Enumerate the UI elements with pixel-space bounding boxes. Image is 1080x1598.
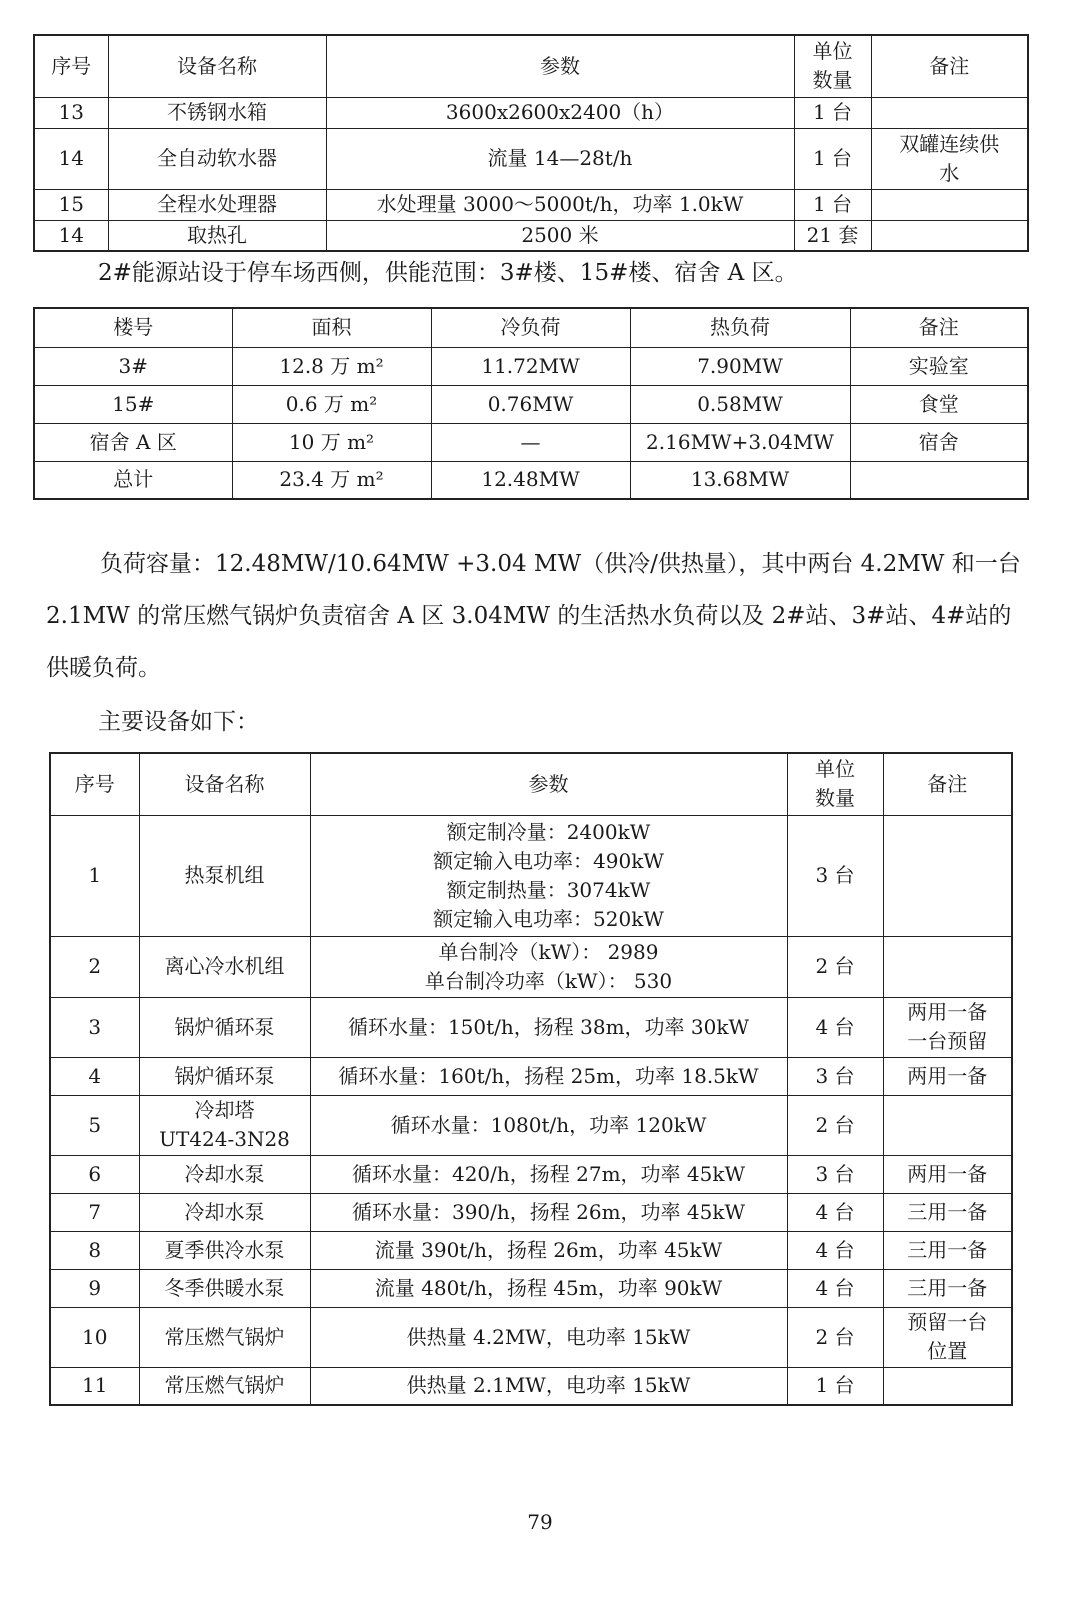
- page-number: 79: [527, 1510, 553, 1534]
- table-cell: 锅炉循环泵: [139, 1057, 310, 1095]
- table-cell: 3: [50, 997, 139, 1057]
- table-cell: 14: [34, 128, 108, 189]
- table-cell: 两用一备 一台预留: [883, 997, 1012, 1057]
- table-cell: 取热孔: [108, 220, 326, 251]
- header-cell: 设备名称: [108, 35, 326, 97]
- header-cell: 热负荷: [630, 308, 850, 347]
- header-cell: 序号: [50, 753, 139, 815]
- table-cell: 1 台: [787, 1367, 883, 1405]
- table-cell: 23.4 万 m²: [232, 461, 431, 499]
- table-row: [50, 1095, 1012, 1155]
- table-cell: 夏季供冷水泵: [139, 1231, 310, 1269]
- table-row: [50, 1193, 1012, 1231]
- table-row: [34, 347, 1028, 385]
- table-cell: 5: [50, 1095, 139, 1155]
- table-cell: 21 套: [794, 220, 871, 251]
- table-cell: 流量 14—28t/h: [326, 128, 794, 189]
- table-row: [50, 936, 1012, 997]
- table-row: [50, 997, 1012, 1057]
- header-cell: 备注: [883, 753, 1012, 815]
- table-row: [50, 815, 1012, 936]
- table-cell: 不锈钢水箱: [108, 97, 326, 128]
- header-cell: 单位 数量: [787, 753, 883, 815]
- table-row: [34, 461, 1028, 499]
- table-row: [50, 1269, 1012, 1307]
- table-cell: 8: [50, 1231, 139, 1269]
- table-cell: 流量 390t/h，扬程 26m，功率 45kW: [310, 1231, 787, 1269]
- table-cell: [871, 189, 1028, 220]
- table-cell: [871, 97, 1028, 128]
- table-cell: 2: [50, 936, 139, 997]
- table-row: [34, 385, 1028, 423]
- table-cell: 循环水量：1080t/h，功率 120kW: [310, 1095, 787, 1155]
- table-row: [50, 1057, 1012, 1095]
- table-cell: 7.90MW: [630, 347, 850, 385]
- table-cell: 3600x2600x2400（h）: [326, 97, 794, 128]
- header-cell: 面积: [232, 308, 431, 347]
- table-cell: 双罐连续供 水: [871, 128, 1028, 189]
- table-cell: 流量 480t/h，扬程 45m，功率 90kW: [310, 1269, 787, 1307]
- table-cell: 循环水量：150t/h，扬程 38m，功率 30kW: [310, 997, 787, 1057]
- table-cell: 1 台: [794, 97, 871, 128]
- table-cell: 12.48MW: [431, 461, 630, 499]
- header-cell: 参数: [326, 35, 794, 97]
- table-cell: 11.72MW: [431, 347, 630, 385]
- table-header-row: [50, 753, 1012, 815]
- table-cell: 10 万 m²: [232, 423, 431, 461]
- table-cell: 6: [50, 1155, 139, 1193]
- table-cell: [871, 220, 1028, 251]
- table-cell: 全自动软水器: [108, 128, 326, 189]
- header-cell: 备注: [871, 35, 1028, 97]
- table-cell: 1: [50, 815, 139, 936]
- table-row: [50, 1367, 1012, 1405]
- table-cell: 1 台: [794, 189, 871, 220]
- table-cell: 食堂: [850, 385, 1028, 423]
- table-cell: 7: [50, 1193, 139, 1231]
- table-cell: 13: [34, 97, 108, 128]
- table-row: [50, 1231, 1012, 1269]
- table-cell: 三用一备: [883, 1193, 1012, 1231]
- table-header-row: [34, 308, 1028, 347]
- table-cell: 水处理量 3000～5000t/h，功率 1.0kW: [326, 189, 794, 220]
- table-cell: 供热量 2.1MW，电功率 15kW: [310, 1367, 787, 1405]
- table-cell: [883, 815, 1012, 936]
- table-cell: 两用一备: [883, 1155, 1012, 1193]
- equipment-intro: 主要设备如下：: [98, 709, 259, 735]
- table-cell: 锅炉循环泵: [139, 997, 310, 1057]
- table-cell: 3 台: [787, 1155, 883, 1193]
- table-cell: 2.16MW+3.04MW: [630, 423, 850, 461]
- table-cell: 供热量 4.2MW，电功率 15kW: [310, 1307, 787, 1367]
- table-cell: 1 台: [794, 128, 871, 189]
- table-cell: 实验室: [850, 347, 1028, 385]
- table-cell: 3#: [34, 347, 232, 385]
- table-cell: 14: [34, 220, 108, 251]
- station-paragraph: 2#能源站设于停车场西侧，供能范围：3#楼、15#楼、宿舍 A 区。: [98, 260, 798, 286]
- load-table: [33, 307, 1029, 500]
- table-cell: —: [431, 423, 630, 461]
- header-cell: 冷负荷: [431, 308, 630, 347]
- table-cell: 预留一台 位置: [883, 1307, 1012, 1367]
- table-cell: 冬季供暖水泵: [139, 1269, 310, 1307]
- table-cell: 单台制冷（kW）： 2989 单台制冷功率（kW）： 530: [310, 936, 787, 997]
- table-cell: 4 台: [787, 1193, 883, 1231]
- table-cell: 4: [50, 1057, 139, 1095]
- table-cell: 10: [50, 1307, 139, 1367]
- main-equipment-table: [49, 752, 1013, 1406]
- table-cell: 11: [50, 1367, 139, 1405]
- table-cell: 冷却水泵: [139, 1193, 310, 1231]
- table-cell: 循环水量：160t/h，扬程 25m，功率 18.5kW: [310, 1057, 787, 1095]
- table-cell: 15: [34, 189, 108, 220]
- header-cell: 序号: [34, 35, 108, 97]
- table-cell: 0.6 万 m²: [232, 385, 431, 423]
- header-cell: 备注: [850, 308, 1028, 347]
- table-cell: 循环水量：420/h，扬程 27m，功率 45kW: [310, 1155, 787, 1193]
- table-cell: [883, 1367, 1012, 1405]
- table-cell: [883, 1095, 1012, 1155]
- table-cell: 总计: [34, 461, 232, 499]
- table-cell: 2 台: [787, 1307, 883, 1367]
- table-cell: 2500 米: [326, 220, 794, 251]
- table-cell: [883, 936, 1012, 997]
- header-cell: 楼号: [34, 308, 232, 347]
- table-cell: 4 台: [787, 997, 883, 1057]
- table-row: [34, 423, 1028, 461]
- table-cell: 3 台: [787, 815, 883, 936]
- table-cell: 4 台: [787, 1269, 883, 1307]
- table-cell: 三用一备: [883, 1231, 1012, 1269]
- table-cell: 2 台: [787, 936, 883, 997]
- table-row: [50, 1155, 1012, 1193]
- equipment-table-continued: [33, 34, 1029, 252]
- table-cell: 4 台: [787, 1231, 883, 1269]
- table-cell: 循环水量：390/h，扬程 26m，功率 45kW: [310, 1193, 787, 1231]
- table-cell: 12.8 万 m²: [232, 347, 431, 385]
- table-cell: 额定制冷量：2400kW 额定输入电功率：490kW 额定制热量：3074kW 额定输入电功率：520kW: [310, 815, 787, 936]
- table-cell: [850, 461, 1028, 499]
- table-cell: 热泵机组: [139, 815, 310, 936]
- table-cell: 9: [50, 1269, 139, 1307]
- table-cell: 宿舍 A 区: [34, 423, 232, 461]
- table-row: [50, 1307, 1012, 1367]
- table-cell: 冷却塔 UT424-3N28: [139, 1095, 310, 1155]
- table-cell: 常压燃气锅炉: [139, 1307, 310, 1367]
- table-header-row: [34, 35, 1028, 97]
- table-row: [34, 189, 1028, 220]
- table-cell: 常压燃气锅炉: [139, 1367, 310, 1405]
- header-cell: 单位 数量: [794, 35, 871, 97]
- table-cell: 0.58MW: [630, 385, 850, 423]
- capacity-paragraph: 负荷容量：12.48MW/10.64MW +3.04 MW（供冷/供热量），其中两台 4.2MW 和一台 2.1MW 的常压燃气锅炉负责宿舍 A 区 3.04MW 的生活热水负荷以及 2#站、3#站、4#站的供暖负荷。: [46, 551, 1021, 681]
- header-cell: 设备名称: [139, 753, 310, 815]
- table-row: [34, 128, 1028, 189]
- table-cell: 离心冷水机组: [139, 936, 310, 997]
- table-cell: 两用一备: [883, 1057, 1012, 1095]
- header-cell: 参数: [310, 753, 787, 815]
- table-cell: 三用一备: [883, 1269, 1012, 1307]
- table-cell: 15#: [34, 385, 232, 423]
- table-row: [34, 97, 1028, 128]
- table-row: [34, 220, 1028, 251]
- table-cell: 冷却水泵: [139, 1155, 310, 1193]
- table-cell: 0.76MW: [431, 385, 630, 423]
- table-cell: 2 台: [787, 1095, 883, 1155]
- table-cell: 宿舍: [850, 423, 1028, 461]
- table-cell: 3 台: [787, 1057, 883, 1095]
- table-cell: 13.68MW: [630, 461, 850, 499]
- table-cell: 全程水处理器: [108, 189, 326, 220]
